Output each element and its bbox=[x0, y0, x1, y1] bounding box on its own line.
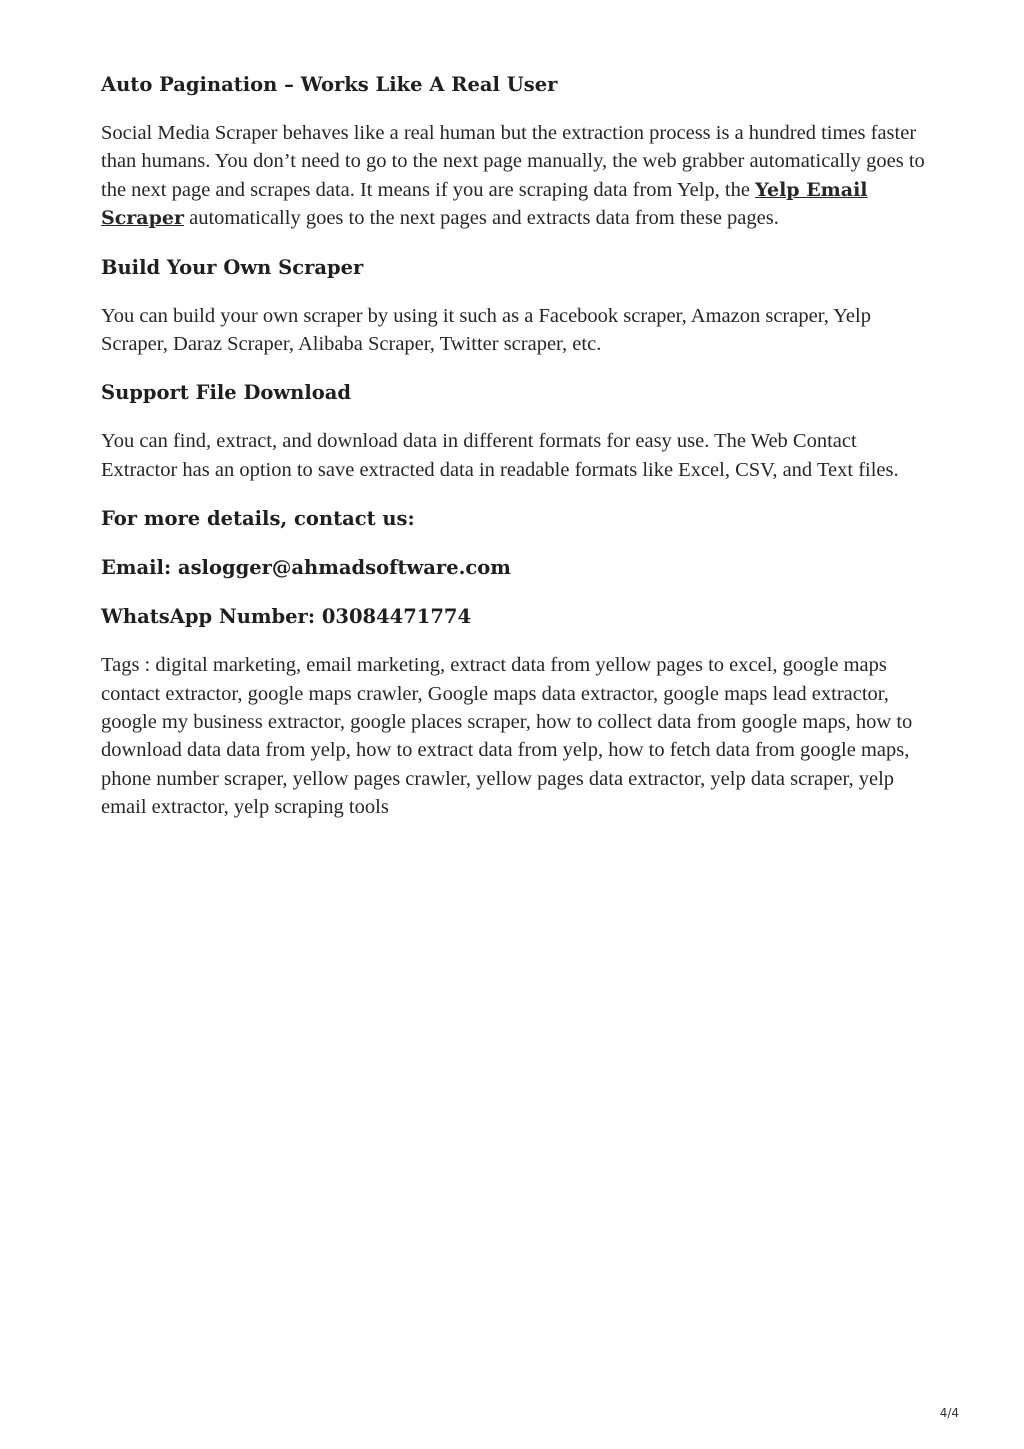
contact-email: Email: aslogger@ahmadsoftware.com bbox=[101, 556, 511, 580]
section-text-file-download: You can find, extract, and download data in different formats for easy use. The Web Contact Extractor has an option to save extracted data in readable formats like Excel, CSV, and Text files. bbox=[101, 430, 899, 481]
tags-list: Tags : digital marketing, email marketing, extract data from yellow pages to excel, google maps contact extractor, google maps crawler, Google maps data extractor, google maps lead extractor, google my business extractor, google places scraper, how to collect data from google maps, how to download data data from yelp, how to extract data from yelp, how to fetch data from google maps, phone number scraper, yellow pages crawler, yellow pages data extractor, yelp data scraper, yelp email extractor, yelp scraping tools bbox=[101, 654, 913, 819]
section-heading-build-scraper: Build Your Own Scraper bbox=[101, 255, 364, 279]
section-text-auto-pagination bbox=[101, 119, 931, 233]
auto-pagination-text-start: Social Media Scraper behaves like a real human but the extraction process is a hundred times faster than humans. You don’t need to go to the next page manually, the web grabber automatically goes to the next page and scrapes data. It means if you are scraping data from Yelp, the bbox=[101, 122, 925, 201]
auto-pagination-text-end: automatically goes to the next pages and extracts data from these pages. bbox=[184, 207, 779, 230]
contact-whatsapp: WhatsApp Number: 03084471774 bbox=[101, 605, 472, 629]
section-text-build-scraper: You can build your own scraper by using it such as a Facebook scraper, Amazon scraper, Yelp Scraper, Daraz Scraper, Alibaba Scraper, Twitter scraper, etc. bbox=[101, 304, 871, 356]
yelp-email-scraper-link[interactable]: Yelp Email Scraper bbox=[101, 178, 868, 230]
page-number: 4/4 bbox=[939, 1406, 959, 1420]
contact-heading: For more details, contact us: bbox=[101, 507, 415, 531]
section-heading-file-download: Support File Download bbox=[101, 381, 352, 405]
section-heading-auto-pagination: Auto Pagination – Works Like A Real User bbox=[101, 73, 558, 96]
document-page bbox=[101, 70, 931, 842]
